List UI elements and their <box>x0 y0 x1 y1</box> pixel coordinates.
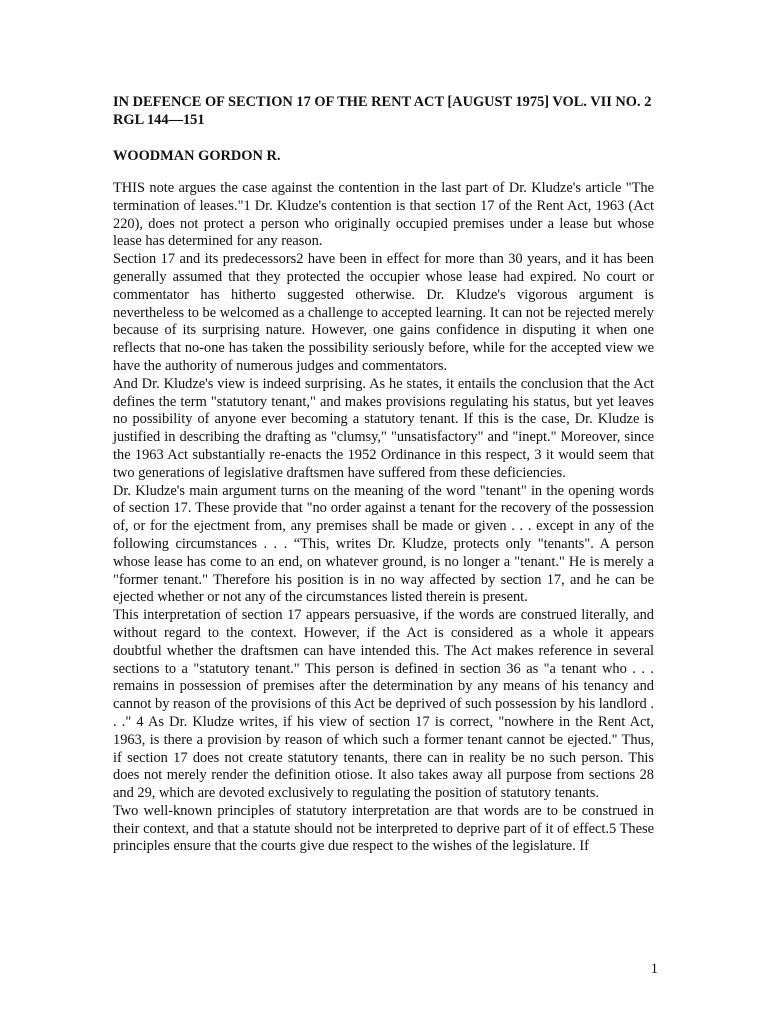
paragraph: Section 17 and its predecessors2 have been in effect for more than 30 years, and it has been generally assumed that they protected the occupier whose lease had expired. No court or commentator has hitherto suggested otherwise. Dr. Kludze's vigorous argument is nevertheless to be welcomed as a challenge to accepted learning. It can not be rejected merely because of its surprising nature. However, one gains confidence in disputing it when one reflects that no-one has taken the possibility seriously before, while for the accepted view we have the authority of numerous judges and commentators. <box>113 251 654 374</box>
paragraph: Two well-known principles of statutory interpretation are that words are to be construed in their context, and that a statute should not be interpreted to deprive part of it of effect.5 These principles ensure that the courts give due respect to the wishes of the legislature. If <box>113 802 654 855</box>
paragraph: THIS note argues the case against the contention in the last part of Dr. Kludze's article "The termination of leases."1 Dr. Kludze's contention is that section 17 of the Rent Act, 1963 (Act 220), does not protect a person who originally occupied premises under a lease but whose lease has determined for any reason. <box>113 180 654 250</box>
document-title: IN DEFENCE OF SECTION 17 OF THE RENT ACT [AUGUST 1975] VOL. VII NO. 2 RGL 144—151 <box>113 94 652 128</box>
author-name: WOODMAN GORDON R. <box>113 148 281 164</box>
paragraph: And Dr. Kludze's view is indeed surprising. As he states, it entails the conclusion that the Act defines the term "statutory tenant," and makes provisions regulating his status, but yet leaves no possibility of anyone ever becoming a statutory tenant. If this is the case, Dr. Kludze is justified in describing the drafting as "clumsy," "unsatisfactory" and "inept." Moreover, since the 1963 Act substantially re-enacts the 1952 Ordinance in this respect, 3 it would seem that two generations of legislative draftsmen have suffered from these deficiencies. <box>113 375 654 481</box>
paragraph: Dr. Kludze's main argument turns on the meaning of the word "tenant" in the opening words of section 17. These provide that "no order against a tenant for the recovery of the possession of, or for the ejectment from, any premises shall be made or given . . . except in any of the following circumstances . . . “This, writes Dr. Kludze, protects only "tenants". A person whose lease has come to an end, on whatever ground, is no longer a "tenant." He is merely a "former tenant." Therefore his position is in no way affected by section 17, and he can be ejected whether or not any of the circumstances listed therein is present. <box>113 482 654 606</box>
page-number: 1 <box>650 961 658 977</box>
document-body <box>113 180 654 856</box>
paragraph: This interpretation of section 17 appears persuasive, if the words are construed literally, and without regard to the context. However, if the Act is considered as a whole it appears doubtful whether the draftsmen can have intended this. The Act makes reference in several sections to a "statutory tenant." This person is defined in section 36 as "a tenant who . . . remains in possession of premises after the determination by any means of his tenancy and cannot by reason of the provisions of this Act be deprived of such possession by his landlord . . ." 4 As Dr. Kludze writes, if his view of section 17 is correct, "nowhere in the Rent Act, 1963, is there a provision by reason of which such a former tenant cannot be ejected." Thus, if section 17 does not create statutory tenants, there can in reality be no such person. This does not merely render the definition otiose. It also takes away all purpose from sections 28 and 29, which are devoted exclusively to regulating the position of statutory tenants. <box>113 607 654 802</box>
document-content <box>113 93 654 856</box>
